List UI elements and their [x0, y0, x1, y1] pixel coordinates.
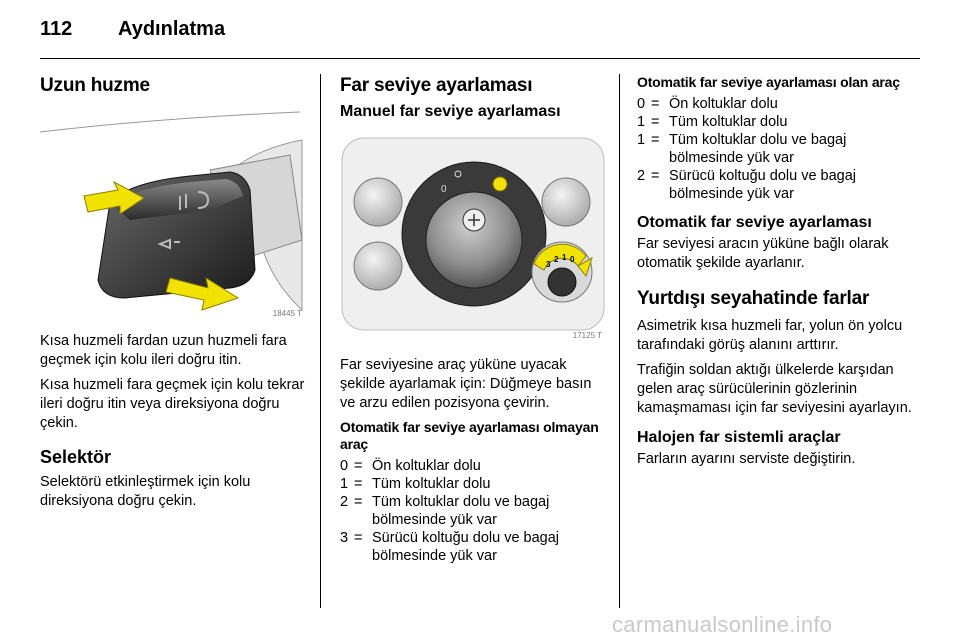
figure-id: 17125 T [572, 331, 602, 340]
column-divider-1 [320, 74, 321, 608]
heading-yurtdisi: Yurtdışı seyahatinde farlar [637, 288, 870, 309]
figure-high-beam-lever [40, 110, 306, 320]
paragraph: Far seviyesine araç yüküne uyacak şekilde ayarlamak için: Düğmeye basın ve arzu edilen pozisyona çevirin. [340, 357, 592, 411]
heading-otomatik: Otomatik far seviye ayarlaması [637, 214, 872, 231]
heading-uzun-huzme: Uzun huzme [40, 75, 150, 96]
wheel-label: 3 [546, 260, 551, 269]
heading-far-seviye: Far seviye ayarlaması [340, 75, 533, 96]
paragraph: Far seviyesi aracın yüküne bağlı olarak otomatik şekilde ayarlanır. [637, 236, 889, 271]
paragraph: Asimetrik kısa huzmeli far, yolun ön yolcu tarafındaki görüş alanını arttırır. [637, 318, 903, 353]
figure-id: 18445 T [272, 309, 302, 318]
headlight-switch-illustration [340, 132, 606, 342]
column-divider-2 [619, 74, 620, 608]
switch-label: 0 [441, 184, 447, 195]
page-number: 112 [40, 18, 73, 40]
manual-position-list [340, 457, 608, 565]
column-2 [340, 74, 608, 571]
page-header [40, 18, 920, 48]
heading-manuel: Manuel far seviye ayarlaması [340, 103, 561, 120]
wheel-label: 2 [554, 255, 559, 264]
list-item: 2 = Sürücü koltuğu dolu ve bagaj bölmesinde yük var [637, 168, 857, 202]
paragraph: Farların ayarını serviste değiştirin. [637, 451, 856, 467]
list-item: 0 = Ön koltuklar dolu [637, 96, 778, 112]
auto-position-list [637, 95, 917, 203]
list-item: 1 = Tüm koltuklar dolu [637, 114, 788, 130]
list-item: 3 = Sürücü koltuğu dolu ve bagaj bölmesinde yük var [340, 530, 560, 564]
high-beam-lever-illustration [40, 110, 306, 320]
subheading-manual-list: Otomatik far seviye ayarlaması olmayan araç [340, 419, 599, 452]
wheel-label: 0 [570, 255, 575, 264]
watermark: carmanualsonline.info [612, 612, 833, 637]
subheading-auto-list: Otomatik far seviye ayarlaması olan araç [637, 74, 900, 90]
wheel-label: 1 [562, 253, 567, 262]
list-item: 1 = Tüm koltuklar dolu [340, 476, 491, 492]
paragraph: Kısa huzmeli fardan uzun huzmeli fara geçmek için kolu ileri doğru itin. [40, 333, 287, 368]
paragraph: Selektörü etkinleştirmek için kolu direksiyona doğru çekin. [40, 474, 251, 509]
list-item: 0 = Ön koltuklar dolu [340, 458, 481, 474]
column-1 [40, 74, 308, 517]
heading-halojen: Halojen far sistemli araçlar [637, 429, 841, 446]
list-item: 1 = Tüm koltuklar dolu ve bagaj bölmesinde yük var [637, 132, 847, 166]
paragraph: Kısa huzmeli fara geçmek için kolu tekrar ileri doğru itin veya direksiyona doğru çekin. [40, 377, 305, 431]
list-item: 2 = Tüm koltuklar dolu ve bagaj bölmesinde yük var [340, 494, 550, 528]
heading-selektor: Selektör [40, 447, 112, 467]
column-3 [637, 74, 917, 475]
chapter-title: Aydınlatma [118, 18, 226, 40]
figure-headlight-switch [340, 132, 606, 342]
header-divider [40, 58, 920, 59]
paragraph: Trafiğin soldan aktığı ülkelerde karşıdan gelen araç sürücülerinin gözlerinin kamaşmaması için far seviyesini ayarlayın. [637, 362, 912, 416]
